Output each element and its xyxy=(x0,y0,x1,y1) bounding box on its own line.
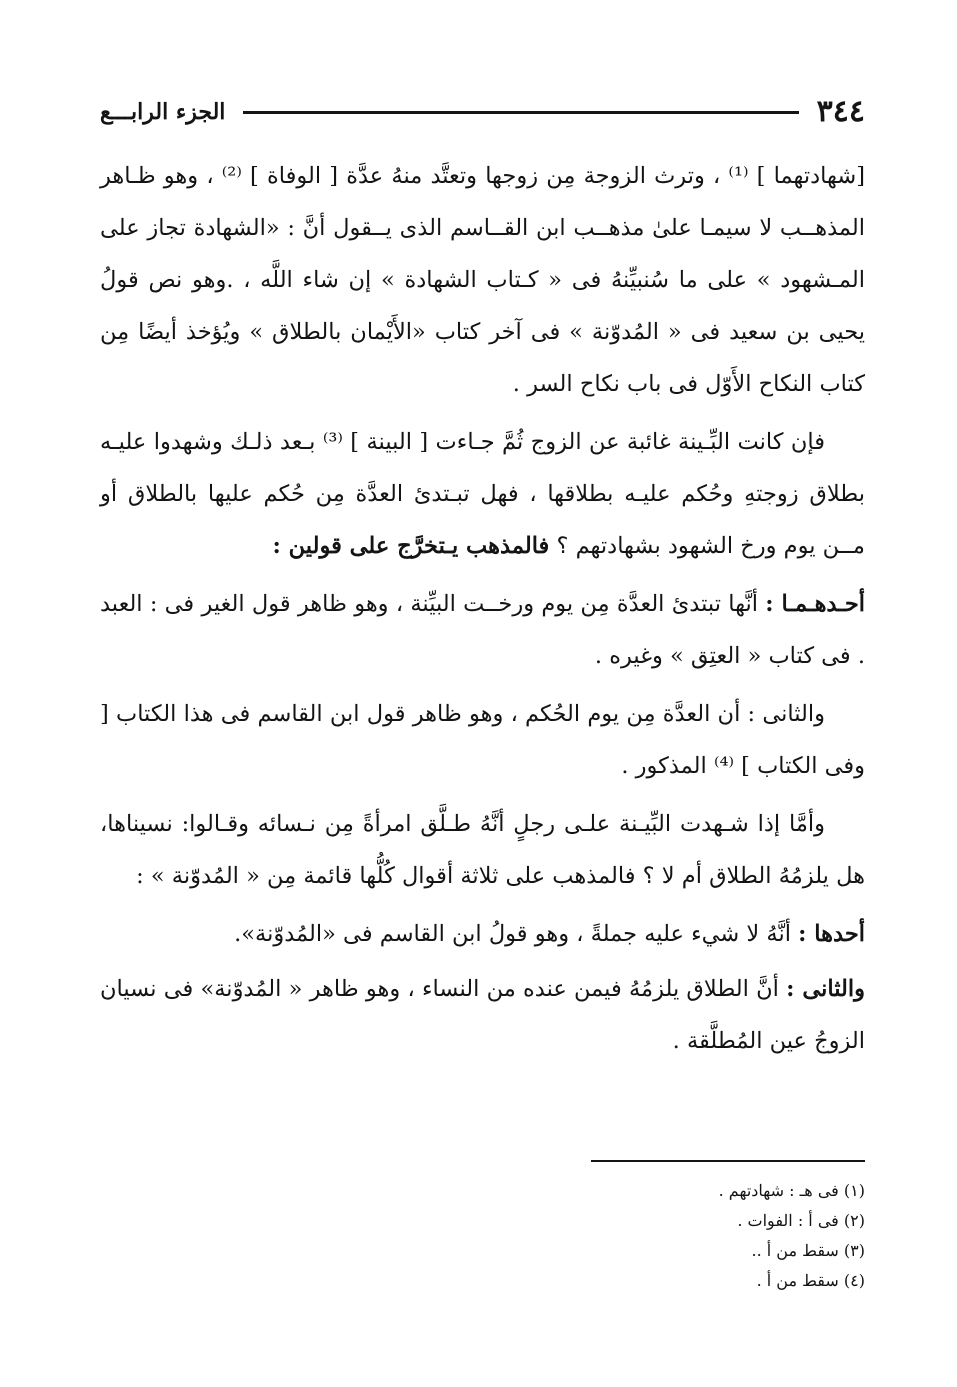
paragraph-1-text: [شهادتهما ] ⁽¹⁾ ، وترث الزوجة مِن زوجها وتعتَّد منهُ عدَّة [ الوفاة ] ⁽²⁾ ، وهو ظـاهر المذهــب لا سيمـا علىٰ مذهــب ابن القــاسم الذى يــقول أنَّ : «الشهادة تجاز على المـشهود » على ما سُنبيِّنهُ فى « كـتاب الشهادة » إن شاء اللَّه ، .وهو نص قولُ يحيى بن سعيد فى « المُدوّنة » فى آخر كتاب «الأَيْمان بالطلاق » ويُؤخذ أيضًا مِن كتاب النكاح الأَوّل فى باب نكاح السر . xyxy=(100,163,865,397)
running-title: الجزء الرابـــع xyxy=(100,99,226,125)
paragraph-2-text: فإن كانت البِّـينة غائبة عن الزوج ثُمَّ جـاءت [ البينة ] ⁽³⁾ بـعد ذلـك وشهدوا عليـه بطلاق زوجتهِ وحُكم عليـه بطلاقها ، فهل تبـتدئ العدَّة مِن حُكم عليها بالطلاق أو مــن يوم ورخ الشهود بشهادتهم ؟ xyxy=(100,429,865,559)
paragraph-1 xyxy=(100,150,865,410)
paragraph-3-bold-lead: أحـدهـمـا : xyxy=(765,591,865,617)
page-number: ٣٤٤ xyxy=(816,94,865,129)
paragraph-5 xyxy=(100,798,865,902)
footnote-4 xyxy=(365,1266,865,1296)
footnote-rule xyxy=(591,1160,865,1162)
page-header xyxy=(100,92,865,132)
paragraph-7-bold-lead: والثانى : xyxy=(786,976,865,1002)
footnote-2 xyxy=(365,1206,865,1236)
header-rule xyxy=(243,111,798,114)
paragraph-2-bold-tail: فالمذهب يـتخرَّج على قولين : xyxy=(272,533,550,559)
paragraph-4 xyxy=(100,688,865,792)
footnotes xyxy=(365,1176,865,1296)
footnote-3-number: (٣) xyxy=(843,1241,865,1260)
paragraph-6 xyxy=(100,908,865,960)
paragraph-7 xyxy=(100,963,865,1067)
main-text xyxy=(100,150,865,1070)
footnote-1-text: فى هـ : شهادتهم . xyxy=(718,1181,839,1200)
paragraph-3 xyxy=(100,578,865,682)
paragraph-6-bold-lead: أحدها : xyxy=(798,921,865,947)
paragraph-2 xyxy=(100,416,865,572)
paragraph-4-text: والثانى : أن العدَّة مِن يوم الحُكم ، وهو ظاهر قول ابن القاسم فى هذا الكتاب [ وفى الكتاب ] ⁽⁴⁾ المذكور . xyxy=(100,701,865,779)
footnote-4-text: سقط من أ . xyxy=(756,1271,839,1290)
paragraph-6-text: أنَّهُ لا شيء عليه جملةً ، وهو قولُ ابن القاسم فى «المُدوّنة». xyxy=(234,921,791,947)
paragraph-5-text: وأمَّا إذا شـهدت البِّيـنة علـى رجلٍ أنَّهُ طـلَّق امرأةً مِن نـسائه وقـالوا: نسيناها، هل يلزمُهُ الطلاق أم لا ؟ فالمذهب على ثلاثة أقوال كُلُّها قائمة مِن « المُدوّنة » : xyxy=(100,811,865,889)
footnote-2-number: (٢) xyxy=(843,1211,865,1230)
footnote-4-number: (٤) xyxy=(843,1271,865,1290)
footnote-3 xyxy=(365,1236,865,1266)
footnote-2-text: فى أ : الفوات . xyxy=(737,1211,839,1230)
paragraph-3-text: أنَّها تبتدئ العدَّة مِن يوم ورخــت البيِّنة ، وهو ظاهر قول الغير فى : العبد . فى كتاب « العتِق » وغيره . xyxy=(100,591,865,669)
footnote-1 xyxy=(365,1176,865,1206)
footnote-3-text: سقط من أ .. xyxy=(751,1241,839,1260)
footnote-1-number: (١) xyxy=(843,1181,865,1200)
paragraph-7-text: أنَّ الطلاق يلزمُهُ فيمن عنده من النساء ، وهو ظاهر « المُدوّنة» فى نسيان الزوجُ عين المُطلَّقة . xyxy=(100,976,865,1054)
